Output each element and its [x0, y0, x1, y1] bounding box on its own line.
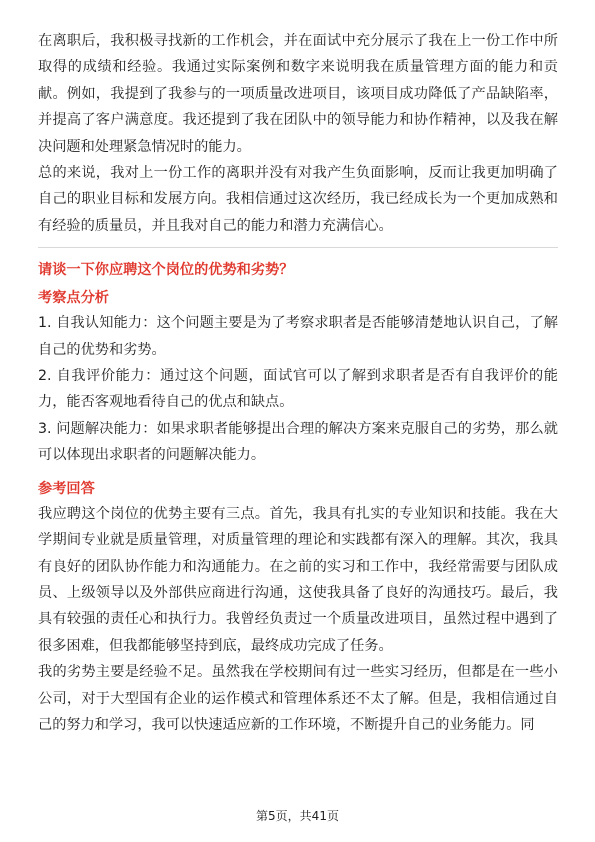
section-gap: [38, 469, 558, 477]
answer-paragraph: 我的劣势主要是经验不足。虽然我在学校期间有过一些实习经历，但都是在一些小公司，对于大型国有企业的运作模式和管理体系还不太了解。但是，我相信通过自己的努力和学习，我可以快速适应新的工作环境，不断提升自己的业务能力。同: [38, 664, 558, 733]
page-number: 第5页，共41页: [256, 809, 339, 823]
section-divider: [38, 247, 558, 248]
analysis-heading: 考察点分析: [38, 290, 109, 307]
intro-paragraph: 在离职后，我积极寻找新的工作机会，并在面试中充分展示了我在上一份工作中所取得的成绩和经验。我通过实际案例和数字来说明我在质量管理方面的能力和贡献。例如，我提到了我参与的一项质量改进项目，该项目成功降低了产品缺陷率，并提高了客户满意度。我还提到了我在团队中的领导能力和协作精神，以及我在解决问题和处理紧急情况时的能力。: [38, 33, 558, 155]
analysis-item: 1. 自我认知能力：这个问题主要是为了考察求职者是否能够清楚地认识自己，了解自己的优势和劣势。: [38, 315, 558, 358]
document-page: [38, 28, 558, 738]
analysis-item: 2. 自我评价能力：通过这个问题，面试官可以了解到求职者是否有自我评价的能力，能否客观地看待自己的优点和缺点。: [38, 368, 558, 411]
answer-paragraph: 我应聘这个岗位的优势主要有三点。首先，我具有扎实的专业知识和技能。我在大学期间专业就是质量管理，对质量管理的理论和实践都有深入的理解。其次，我具有良好的团队协作能力和沟通能力。在之前的实习和工作中，我经常需要与团队成员、上级领导以及外部供应商进行沟通，这使我具备了良好的沟通技巧。最后，我具有较强的责任心和执行力。我曾经负责过一个质量改进项目，虽然过程中遇到了很多困难，但我都能够坚持到底，最终成功完成了任务。: [38, 505, 558, 654]
analysis-item: 3. 问题解决能力：如果求职者能够提出合理的解决方案来克服自己的劣势，那么就可以体现出求职者的问题解决能力。: [38, 420, 558, 464]
intro-paragraph: 总的来说，我对上一份工作的离职并没有对我产生负面影响，反而让我更加明确了自己的职业目标和发展方向。我相信通过这次经历，我已经成长为一个更加成熟和有经验的质量员，并且我对自己的能力和潜力充满信心。: [38, 165, 558, 234]
answer-heading: 参考回答: [38, 480, 95, 497]
interview-question: 请谈一下你应聘这个岗位的优势和劣势？: [38, 262, 294, 279]
